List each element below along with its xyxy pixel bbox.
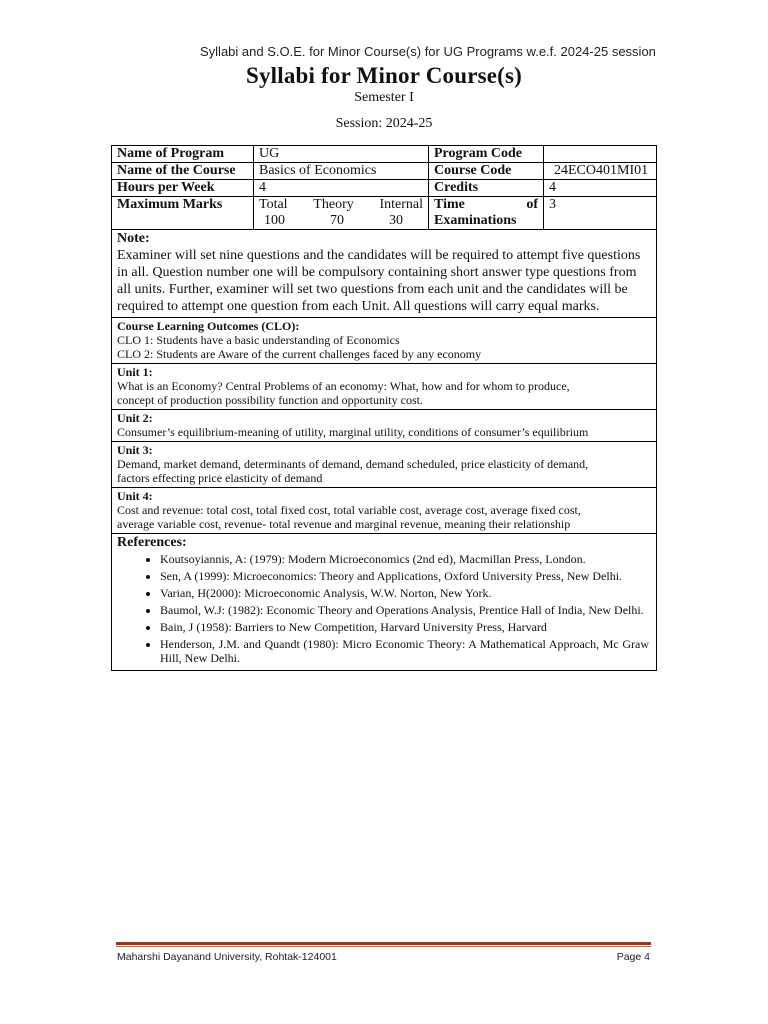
unit-3-section [112, 442, 656, 488]
unit-1-section [112, 364, 656, 410]
footer-rule-thin [116, 946, 651, 947]
unit-4-heading: Unit 4: [117, 489, 153, 503]
references-heading: References: [117, 535, 187, 550]
marks-label: Maximum Marks [112, 197, 254, 229]
unit-line: factors effecting price elasticity of demand [117, 471, 323, 485]
hours-row [112, 180, 656, 197]
references-list [117, 552, 651, 665]
program-label: Name of Program [112, 146, 254, 162]
time-label-word: Time [434, 197, 465, 212]
unit-4-section [112, 488, 656, 534]
footer-rule [116, 942, 651, 945]
program-code-value [544, 146, 656, 162]
page-number: Page 4 [616, 951, 650, 963]
unit-line: average variable cost, revenue- total revenue and marginal revenue, meaning their relationship [117, 517, 571, 531]
program-row [112, 146, 656, 163]
credits-value: 4 [549, 180, 556, 195]
hours-label: Hours per Week [112, 180, 254, 196]
marks-values [259, 213, 423, 229]
clo-item: CLO 1: Students have a basic understanding of Economics [117, 333, 400, 347]
marks-row [112, 197, 656, 230]
marks-theory-value: 70 [330, 213, 344, 228]
course-code-value: 24ECO401MI01 [554, 163, 649, 178]
unit-line: Cost and revenue: total cost, total fixed cost, total variable cost, average cost, average fixed cost, [117, 503, 581, 517]
clo-section [112, 318, 656, 364]
credits-label: Credits [429, 180, 544, 196]
unit-line: Consumer’s equilibrium-meaning of utility, marginal utility, conditions of consumer’s equilibrium [117, 425, 589, 439]
note-line: in all. Question number one will be compulsory containing short answer type questions from [117, 265, 637, 280]
session-label: Session: 2024-25 [335, 116, 433, 131]
marks-header-total: Total [259, 197, 288, 212]
program-value: UG [254, 146, 429, 162]
semester-label: Semester I [354, 90, 414, 105]
note-heading: Note: [117, 231, 150, 246]
clo-heading: Course Learning Outcomes (CLO): [117, 319, 300, 333]
page-title: Syllabi for Minor Course(s) [245, 63, 523, 88]
reference-item: • Henderson, J.M. and Quandt (1980): Micro Economic Theory: A Mathematical Approach, Mc Graw Hill, New Delhi. [160, 637, 651, 665]
running-header: Syllabi and S.O.E. for Minor Course(s) for UG Programs w.e.f. 2024-25 session [200, 44, 656, 59]
syllabus-table [111, 145, 657, 671]
note-line: all units. Further, examiner will set two questions from each unit and the candidates will be [117, 282, 628, 297]
hours-value: 4 [254, 180, 429, 196]
marks-breakdown [254, 197, 429, 229]
unit-2-heading: Unit 2: [117, 411, 153, 425]
time-label [429, 197, 544, 229]
time-label-examinations: Examinations [434, 213, 517, 228]
clo-item: CLO 2: Students are Aware of the current challenges faced by any economy [117, 347, 482, 361]
reference-item: • Koutsoyiannis, A: (1979): Modern Microeconomics (2nd ed), Macmillan Press, London. [160, 552, 651, 566]
reference-item: • Sen, A (1999): Microeconomics: Theory and Applications, Oxford University Press, New Delhi. [160, 569, 651, 583]
reference-item: • Baumol, W.J: (1982): Economic Theory and Operations Analysis, Prentice Hall of India, New Delhi. [160, 603, 651, 617]
marks-header-internal: Internal [379, 197, 423, 212]
marks-headers [259, 197, 423, 213]
footer-university: Maharshi Dayanand University, Rohtak-124001 [117, 951, 337, 963]
marks-total-value: 100 [264, 213, 285, 228]
course-value: Basics of Economics [254, 163, 429, 179]
references-section [112, 534, 656, 670]
unit-line: What is an Economy? Central Problems of an economy: What, how and for whom to produce, [117, 379, 570, 393]
unit-2-section [112, 410, 656, 442]
course-label: Name of the Course [112, 163, 254, 179]
clo-body [117, 333, 651, 361]
unit-line: Demand, market demand, determinants of demand, demand scheduled, price elasticity of demand, [117, 457, 589, 471]
marks-internal-value: 30 [389, 213, 403, 228]
time-label-of: of [526, 197, 538, 212]
reference-item: • Varian, H(2000): Microeconomic Analysis, W.W. Norton, New York. [160, 586, 651, 600]
reference-item: • Bain, J (1958): Barriers to New Competition, Harvard University Press, Harvard [160, 620, 651, 634]
course-code-label: Course Code [429, 163, 544, 179]
unit-1-heading: Unit 1: [117, 365, 153, 379]
marks-header-theory: Theory [313, 197, 354, 212]
unit-3-heading: Unit 3: [117, 443, 153, 457]
course-row [112, 163, 656, 180]
unit-line: concept of production possibility function and opportunity cost. [117, 393, 423, 407]
note-line: Examiner will set nine questions and the candidates will be required to attempt five questions [117, 248, 641, 263]
unit-2-body [117, 425, 651, 439]
unit-3-body [117, 457, 651, 485]
note-body [117, 247, 651, 315]
time-value: 3 [549, 197, 556, 212]
note-line: required to attempt one question from each Unit. All questions will carry equal marks. [117, 299, 600, 314]
unit-1-body [117, 379, 651, 407]
program-code-label: Program Code [429, 146, 544, 162]
unit-4-body [117, 503, 651, 531]
note-section [112, 230, 656, 318]
